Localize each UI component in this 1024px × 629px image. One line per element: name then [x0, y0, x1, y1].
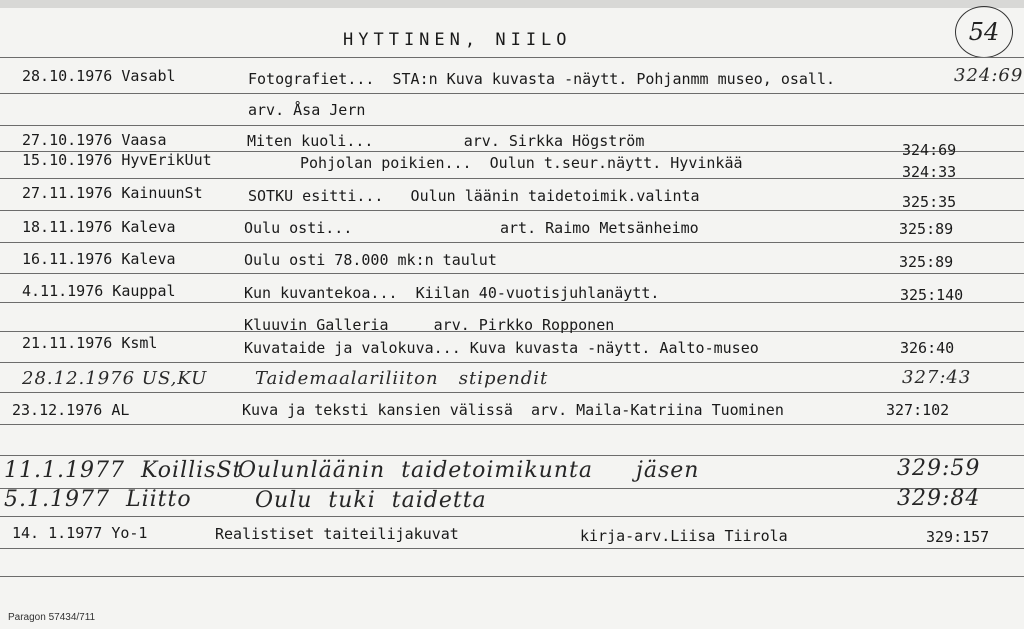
entry-role-handwritten: jäsen [636, 458, 700, 483]
ruled-line [0, 242, 1024, 243]
entry-date-source: 23.12.1976 AL [12, 401, 130, 419]
ruled-line [0, 424, 1024, 425]
entry-reference: 329:157 [926, 528, 990, 546]
entry-text: Miten kuoli... arv. Sirkka Högström [247, 132, 645, 150]
card-heading: HYTTINEN, NIILO [343, 30, 572, 50]
entry-reference: 327:102 [886, 401, 950, 419]
entry-text-handwritten: Oulu tuki taidetta [255, 488, 487, 513]
top-edge-strip [0, 0, 1024, 8]
entry-text-handwritten: Oulunläänin taidetoimikunta [238, 458, 593, 483]
entry-reference-handwritten: 327:43 [902, 367, 972, 388]
ruled-line [0, 178, 1024, 179]
entry-reference: 326:40 [900, 339, 955, 357]
entry-reference-handwritten: 329:84 [897, 486, 981, 511]
entry-text: Kun kuvantekoa... Kiilan 40-vuotisjuhlanäytt. [244, 284, 660, 302]
ruled-line [0, 548, 1024, 549]
entry-date-source: 28.10.1976 Vasabl [22, 67, 176, 85]
entry-date-source: 16.11.1976 Kaleva [22, 250, 176, 268]
entry-date-source: 18.11.1976 Kaleva [22, 218, 176, 236]
entry-reference: 324:69 [902, 141, 957, 159]
entry-reference-handwritten: 329:59 [897, 456, 981, 481]
ruled-line [0, 57, 1024, 58]
entry-date-source-handwritten: 5.1.1977 Liitto [4, 487, 192, 512]
entry-text: Pohjolan poikien... Oulun t.seur.näytt. Hyvinkää [300, 154, 743, 172]
ruled-line [0, 516, 1024, 517]
entry-reviewer: art. Raimo Metsänheimo [500, 219, 699, 237]
entry-text: Realistiset taiteilijakuvat [215, 525, 459, 543]
entry-date-source: 14. 1.1977 Yo-1 [12, 524, 148, 542]
ruled-line [0, 93, 1024, 94]
entry-reference: 324:69 [954, 65, 1024, 86]
ruled-line [0, 210, 1024, 211]
entry-date-source-handwritten: 28.12.1976 US,KU [22, 368, 208, 389]
entry-date-source: 27.11.1976 KainuunSt [22, 184, 203, 202]
entry-reviewer: kirja-arv.Liisa Tiirola [580, 527, 788, 545]
entry-text-continued: arv. Åsa Jern [248, 101, 366, 119]
entry-text: Fotografiet... STA:n Kuva kuvasta -näytt. Pohjanmm museo, osall. [248, 70, 835, 88]
entry-text: Kuvataide ja valokuva... Kuva kuvasta -näytt. Aalto-museo [244, 339, 759, 357]
entry-text-handwritten: Taidemaalariliiton stipendit [255, 368, 549, 389]
entry-reference: 325:140 [900, 286, 964, 304]
entry-text: SOTKU esitti... Oulun läänin taidetoimik.valinta [248, 187, 700, 205]
entry-date-source: 15.10.1976 HyvErikUut [22, 151, 212, 169]
entry-date-source: 21.11.1976 Ksml [22, 334, 158, 352]
entry-text: Oulu osti 78.000 mk:n taulut [244, 251, 497, 269]
ruled-line [0, 273, 1024, 274]
card-number-circle [955, 6, 1013, 58]
entry-reference: 325:35 [902, 193, 957, 211]
ruled-line [0, 125, 1024, 126]
card-number: 54 [968, 18, 1000, 46]
ruled-line [0, 362, 1024, 363]
entry-text: Kuva ja teksti kansien välissä arv. Maila-Katriina Tuominen [242, 401, 784, 419]
ruled-line [0, 392, 1024, 393]
entry-text: Oulu osti... [244, 219, 353, 237]
entry-reference: 325:89 [899, 220, 954, 238]
ruled-line [0, 302, 1024, 303]
entry-date-source: 27.10.1976 Vaasa [22, 131, 167, 149]
card-footer-print: Paragon 57434/711 [8, 612, 96, 623]
ruled-line [0, 455, 1024, 456]
ruled-line [0, 576, 1024, 577]
entry-text-continued: Kluuvin Galleria arv. Pirkko Ropponen [244, 316, 615, 334]
entry-date-source: 4.11.1976 Kauppal [22, 282, 176, 300]
entry-reference: 325:89 [899, 253, 954, 271]
entry-date-source-handwritten: 11.1.1977 KoillisSt [4, 458, 243, 483]
entry-reference: 324:33 [902, 163, 957, 181]
